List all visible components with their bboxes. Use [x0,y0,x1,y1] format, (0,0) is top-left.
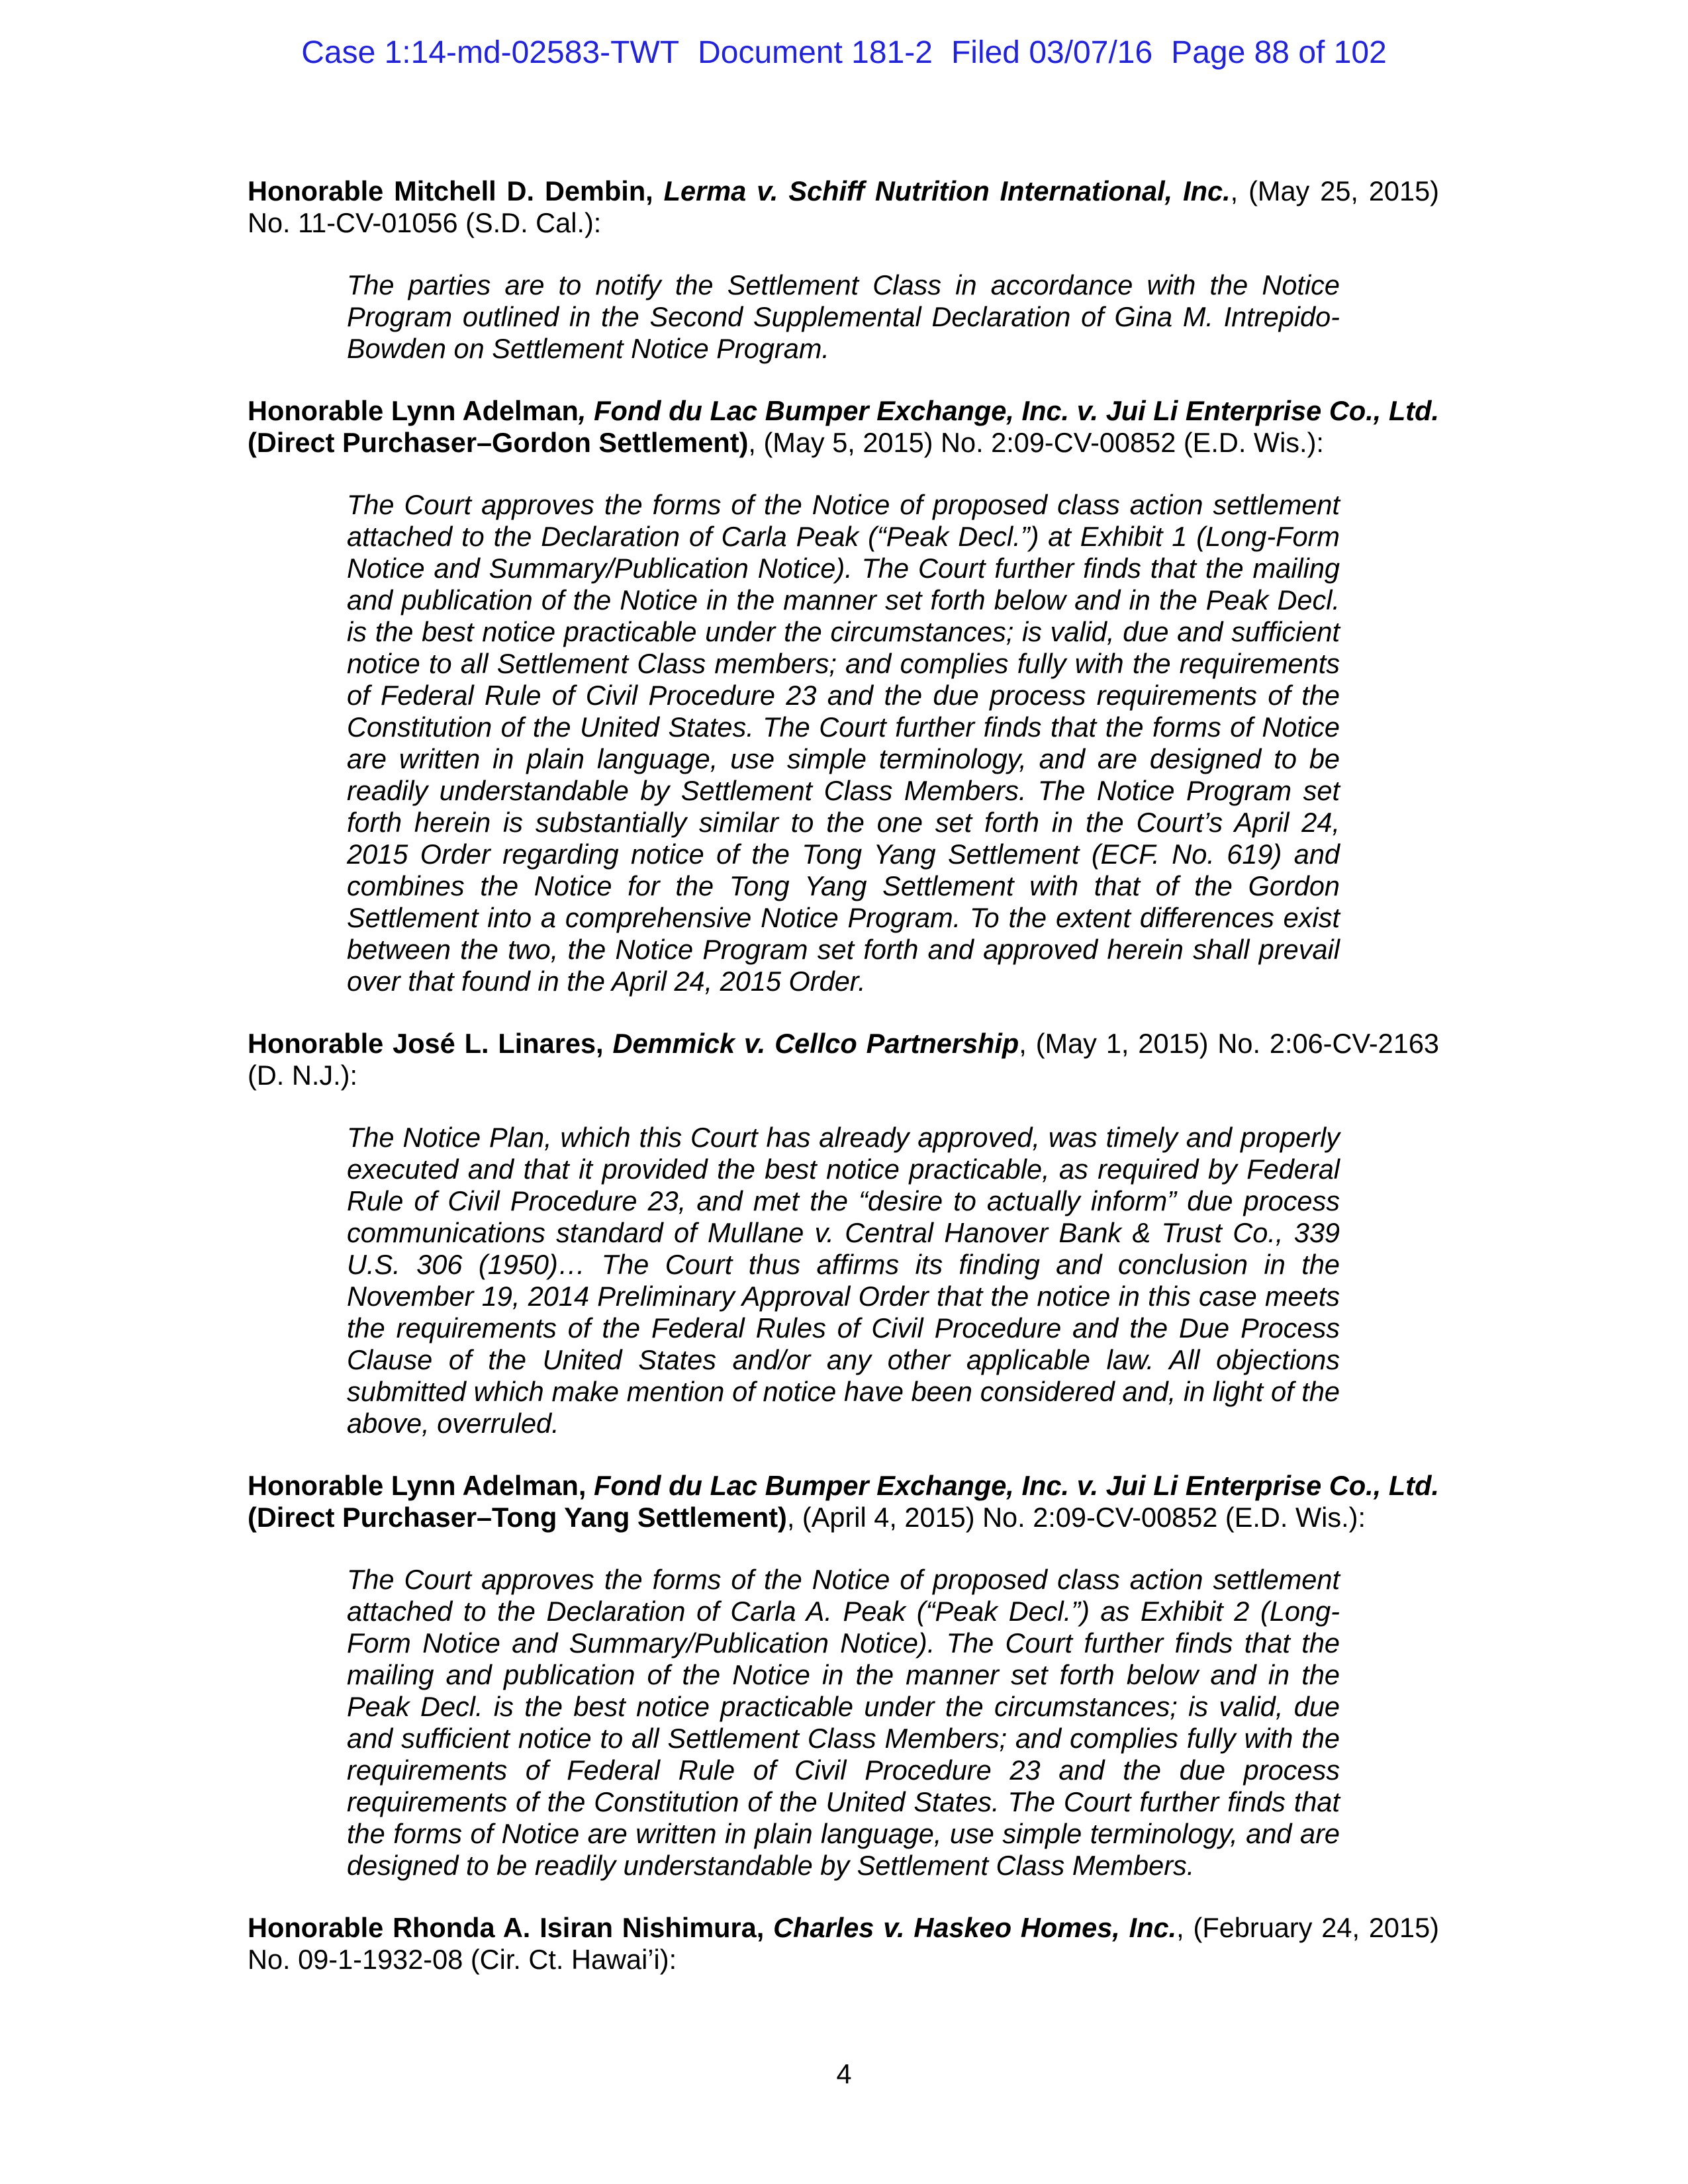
header-case-number: Case 1:14-md-02583-TWT [301,35,680,70]
citation-5 [248,1912,1439,1976]
case-name: Demmick v. Cellco Partnership [612,1028,1019,1059]
case-details: , (February 24, 2015) No. 09-1-1932-08 (Cir. Ct. Hawai’i): [248,1912,1439,1975]
judge-name: Honorable Lynn Adelman, [248,1470,586,1501]
quote-1: The parties are to notify the Settlement Class in accordance with the Notice Program outlined in the Second Supplemental Declaration of Gina M. Intrepido-Bowden on Settlement Notice Program. [347,269,1340,364]
case-name: Charles v. Haskeo Homes, Inc. [773,1912,1177,1943]
case-name: , Fond du Lac Bumper Exchange, Inc. v. Jui Li Enterprise Co., Ltd. [578,395,1440,426]
case-name: Lerma v. Schiff Nutrition International, Inc. [663,175,1231,206]
header-page-count: Page 88 of 102 [1171,35,1387,70]
judge-name: Honorable Rhonda A. Isiran Nishimura, [248,1912,765,1943]
case-details: , (May 1, 2015) No. 2:06-CV-2163 (D. N.J.): [248,1028,1440,1091]
citation-1 [248,175,1439,239]
case-details: , (May 25, 2015) No. 11-CV-01056 (S.D. Cal.): [248,175,1439,238]
page-number: 4 [836,2058,852,2089]
judge-name: Honorable Mitchell D. Dembin, [248,175,653,206]
filing-header [0,34,1688,71]
header-document-number: Document 181-2 [698,35,933,70]
settlement-label: (Direct Purchaser–Gordon Settlement) [248,427,749,458]
header-filed-date: Filed 03/07/16 [951,35,1153,70]
citation-3 [248,1028,1439,1091]
case-details: , (May 5, 2015) No. 2:09-CV-00852 (E.D. Wis.): [748,427,1324,458]
judge-name: Honorable Lynn Adelman [248,395,579,426]
quote-3: The Notice Plan, which this Court has already approved, was timely and properly executed and that it provided the best notice practicable, as required by Federal Rule of Civil Procedure 23, and met the “desire to actually inform” due process communications standard of Mullane v. Central Hanover Bank & Trust Co., 339 U.S. 306 (1950)… The Court thus affirms its finding and conclusion in the November 19, 2014 Preliminary Approval Order that the notice in this case meets the requirements of the Federal Rules of Civil Procedure and the Due Process Clause of the United States and/or any other applicable law. All objections submitted which make mention of notice have been considered and, in light of the above, overruled. [347,1122,1340,1439]
document-body [248,175,1439,1976]
quote-2: The Court approves the forms of the Notice of proposed class action settlement attached to the Declaration of Carla Peak (“Peak Decl.”) at Exhibit 1 (Long-Form Notice and Summary/Publication Notice). The Court further finds that the mailing and publication of the Notice in the manner set forth below and in the Peak Decl. is the best notice practicable under the circumstances; is valid, due and sufficient notice to all Settlement Class members; and complies fully with the requirements of Federal Rule of Civil Procedure 23 and the due process requirements of the Constitution of the United States. The Court further finds that the forms of Notice are written in plain language, use simple terminology, and are designed to be readily understandable by Settlement Class Members. The Notice Program set forth herein is substantially similar to the one set forth in the Court’s April 24, 2015 Order regarding notice of the Tong Yang Settlement (ECF. No. 619) and combines the Notice for the Tong Yang Settlement with that of the Gordon Settlement into a comprehensive Notice Program. To the extent differences exist between the two, the Notice Program set forth and approved herein shall prevail over that found in the April 24, 2015 Order. [347,489,1340,997]
citation-4 [248,1470,1439,1533]
citation-2 [248,395,1439,459]
case-details: , (April 4, 2015) No. 2:09-CV-00852 (E.D. Wis.): [786,1502,1366,1533]
settlement-label: (Direct Purchaser–Tong Yang Settlement) [248,1502,787,1533]
quote-4: The Court approves the forms of the Notice of proposed class action settlement attached to the Declaration of Carla A. Peak (“Peak Decl.”) as Exhibit 2 (Long-Form Notice and Summary/Publication Notice). The Court further finds that the mailing and publication of the Notice in the manner set forth below and in the Peak Decl. is the best notice practicable under the circumstances; is valid, due and sufficient notice to all Settlement Class Members; and complies fully with the requirements of Federal Rule of Civil Procedure 23 and the due process requirements of the Constitution of the United States. The Court further finds that the forms of Notice are written in plain language, use simple terminology, and are designed to be readily understandable by Settlement Class Members. [347,1564,1340,1881]
judge-name: Honorable José L. Linares, [248,1028,604,1059]
case-name: Fond du Lac Bumper Exchange, Inc. v. Jui Li Enterprise Co., Ltd. [594,1470,1439,1501]
